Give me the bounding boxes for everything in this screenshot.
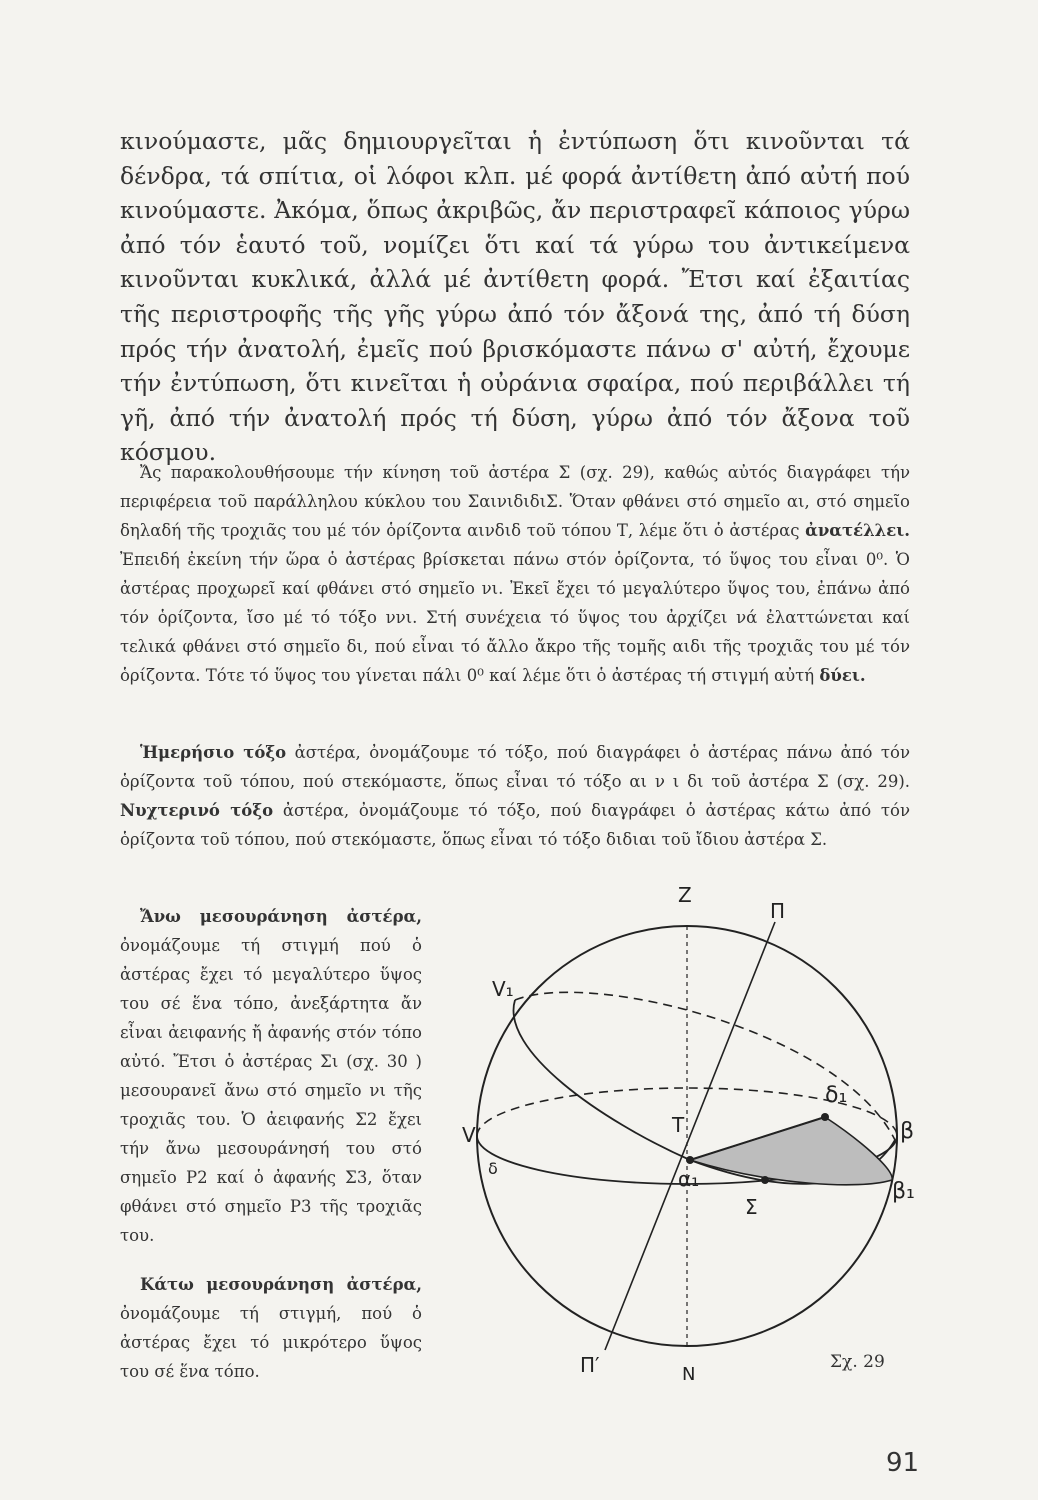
day-arc-term: Ἡμερήσιο τόξο (140, 743, 287, 762)
label-delta1: δ₁ (825, 1083, 848, 1108)
star-motion-text-2: Ἐπειδή ἐκείνη τήν ὥρα ὁ ἀστέρας βρίσκεται πάνω στόν ὁρίζοντα, τό ὕψος του εἶναι 0⁰. Ὁ ἀστέρας προχωρεῖ καί φθάνει στό σημεῖο νι. Ἐκεῖ ἔχει τό μεγαλύτερο ὕψος του, ἐπάνω ἀπό τόν ὁρίζοντα, ἴσο μέ τό τόξο ννι. Στή συνέχεια τό ὕψος του ἀρχίζει νά ἐλαττώνεται καί τελικά φθάνει στό σημεῖο δι, πού εἶναι τό ἄλλο ἄκρο τῆς τομῆς αιδι τῆς τροχιᾶς του μέ τόν ὁρίζοντα. Τότε τό ὕψος του γίνεται πάλι 0⁰ καί λέμε ὅτι ὁ ἀστέρας τή στιγμή αὐτή (120, 550, 910, 685)
lower-culmination-paragraph (120, 1270, 422, 1386)
star-motion-paragraph (120, 458, 910, 690)
label-P-prime: Π′ (580, 1353, 600, 1377)
label-delta: δ (488, 1159, 498, 1178)
rises-term: ἀνατέλλει. (805, 521, 911, 540)
label-P: Π (770, 899, 786, 923)
night-arc-term: Νυχτερινό τόξο (120, 801, 274, 820)
upper-culmination-text: ὀνομάζουμε τή στιγμή πού ὁ ἀστέρας ἔχει τό μεγαλύτερο ὕψος του σέ ἕνα τόπο, ἀνεξάρτητα ἄν εἶναι ἀειφανής ἤ ἀφανής στόν τόπο αὐτό. Ἔτσι ὁ ἀστέρας Σι (σχ. 30 ) μεσουρανεῖ ἄνω στό σημεῖο νι τῆς τροχιᾶς του. Ὁ ἀειφανής Σ2 ἔχει τήν ἄνω μεσουράνησή του στό σημεῖο Ρ2 καί ὁ ἀφανής Σ3, ὅταν φθάνει στό σημεῖο Ρ3 τῆς τροχιᾶς του. (120, 936, 422, 1245)
upper-culmination-term: Ἄνω μεσουράνηση ἀστέρα, (140, 907, 422, 926)
page-number: 91 (886, 1448, 920, 1478)
day-night-arc-paragraph (120, 738, 910, 854)
label-V: V (462, 1123, 476, 1147)
point-sigma (761, 1176, 769, 1184)
day-arc-text: ἀστέρα, ὀνομάζουμε τό τόξο, πού διαγράφει ὁ ἀστέρας πάνω ἀπό τόν ὁρίζοντα τοῦ τόπου, πού στεκόμαστε, ὅπως εἶναι τό τόξο αι ν ι δι τοῦ ἀστέρα Σ (σχ. 29). (120, 743, 910, 791)
label-Z: Z (678, 883, 692, 907)
intro-paragraph: κινούμαστε, μᾶς δημιουργεῖται ἡ ἐντύπωση ὅτι κινοῦνται τά δένδρα, τά σπίτια, οἱ λόφοι κλπ. μέ φορά ἀντίθετη ἀπό αὐτή πού κινούμαστε. Ἀκόμα, ὅπως ἀκριβῶς, ἄν περιστραφεῖ κάποιος γύρω ἀπό τόν ἑαυτό τοῦ, νομίζει ὅτι καί τά γύρω του ἀντικείμενα κινοῦνται κυκλικά, ἀλλά μέ ἀντίθετη φορά. Ἔτσι καί ἐξαιτίας τῆς περιστροφῆς τῆς γῆς γύρω ἀπό τόν ἄξονά της, ἀπό τή δύση πρός τήν ἀνατολή, ἐμεῖς πού βρισκόμαστε πάνω σ' αὐτή, ἔχουμε τήν ἐντύπωση, ὅτι κινεῖται ἡ οὐράνια σφαίρα, πού περιβάλλει τή γῆ, ἀπό τήν ἀνατολή πρός τή δύση, γύρω ἀπό τόν ἄξονα τοῦ κόσμου. (120, 127, 910, 467)
label-alpha1: α₁ (678, 1167, 700, 1191)
sets-term: δύει. (819, 666, 866, 685)
label-beta: β (900, 1119, 915, 1144)
night-arc-text: ἀστέρα, ὀνομάζουμε τό τόξο, πού διαγράφει ὁ ἀστέρας κάτω ἀπό τόν ὁρίζοντα τοῦ τόπου, πού στεκόμαστε, ὅπως εἶναι τό τόξο διδιαι τοῦ ἴδιου ἀστέρα Σ. (120, 801, 911, 849)
upper-culmination-paragraph (120, 902, 422, 1250)
celestial-sphere-figure (440, 880, 940, 1380)
lower-culmination-term: Κάτω μεσουράνηση ἀστέρα, (140, 1275, 422, 1294)
label-N: N (682, 1364, 696, 1380)
celestial-sphere-diagram (440, 880, 940, 1380)
world-axis (605, 922, 775, 1350)
figure-caption: Σχ. 29 (830, 1352, 885, 1372)
star-motion-text-1: Ἄς παρακολουθήσουμε τήν κίνηση τοῦ ἀστέρα Σ (σχ. 29), καθώς αὐτός διαγράφει τήν περιφέρεια τοῦ παράλληλου κύκλου του ΣαινιδιδιΣ. Ὅταν φθάνει στό σημεῖο αι, στό σημεῖο δηλαδή τῆς τροχιᾶς του μέ τόν ὁρίζοντα αινδιδ τοῦ τόπου Τ, λέμε ὅτι ὁ ἀστέρας (120, 463, 910, 540)
label-V1: V₁ (492, 977, 514, 1001)
lower-culmination-text: ὀνομάζουμε τή στιγμή, πού ὁ ἀστέρας ἔχει τό μικρότερο ὕψος του σέ ἕνα τόπο. (120, 1304, 422, 1381)
star-circle-back (515, 992, 895, 1140)
label-sigma: Σ (745, 1195, 758, 1219)
label-beta1: β₁ (892, 1179, 915, 1204)
label-T: T (672, 1113, 685, 1137)
